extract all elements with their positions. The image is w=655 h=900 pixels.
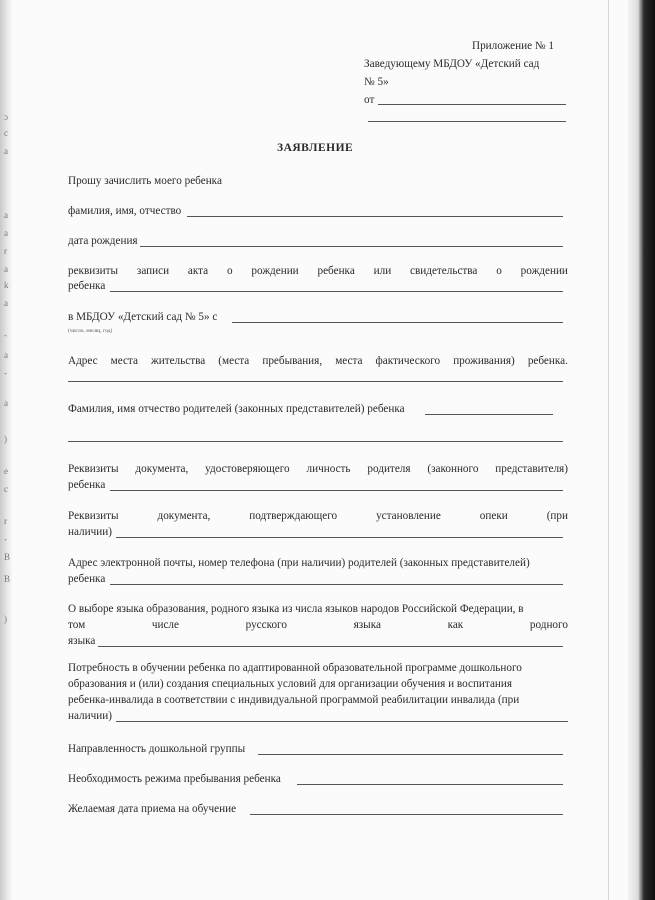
start-date-line[interactable] bbox=[250, 814, 563, 815]
birth-cert-label: реквизиты записи акта о рождении ребенка или свидетельства о рождении bbox=[68, 265, 568, 277]
scan-right-edge bbox=[628, 0, 655, 900]
margin-mark: c bbox=[4, 128, 8, 138]
adapted-line2: образования и (или) создания специальных условий для организации обучения и воспитания bbox=[68, 678, 513, 690]
parent-doc-line[interactable] bbox=[110, 490, 563, 491]
group-focus-label: Направленность дошкольной группы bbox=[68, 743, 246, 755]
margin-mark: a bbox=[4, 398, 8, 408]
parent-doc-label: Реквизиты документа, удостоверяющего личность родителя (законного представителя) bbox=[68, 463, 568, 475]
margin-mark: a bbox=[4, 210, 8, 220]
birth-date-label: дата рождения bbox=[68, 235, 138, 247]
enroll-line[interactable] bbox=[232, 322, 563, 323]
margin-mark: ) bbox=[4, 434, 7, 444]
parents-label: Фамилия, имя отчество родителей (законных представителей) ребенка bbox=[68, 403, 405, 415]
margin-mark: a bbox=[4, 228, 8, 238]
custody-label: Реквизиты документа, подтверждающего установление опеки (при bbox=[68, 510, 568, 522]
custody-line[interactable] bbox=[116, 537, 563, 538]
margin-mark: r bbox=[4, 246, 7, 256]
margin-mark: a bbox=[4, 264, 8, 274]
from-line[interactable] bbox=[378, 104, 566, 105]
margin-mark: a bbox=[4, 350, 8, 360]
address-line[interactable] bbox=[68, 381, 563, 382]
adapted-line1: Потребность в обучении ребенка по адаптированной образовательной программе дошкольного bbox=[68, 662, 522, 674]
addressee-line1: Заведующему МБДОУ «Детский сад bbox=[364, 58, 540, 70]
contacts-line[interactable] bbox=[110, 584, 563, 585]
margin-mark: a bbox=[4, 298, 8, 308]
language-line[interactable] bbox=[98, 646, 563, 647]
stay-mode-line[interactable] bbox=[297, 784, 563, 785]
margin-mark: k bbox=[4, 280, 9, 290]
margin-mark: - bbox=[4, 330, 7, 340]
birth-date-line[interactable] bbox=[140, 246, 563, 247]
parents-line[interactable] bbox=[425, 414, 553, 415]
margin-mark: B bbox=[4, 574, 11, 584]
margin-mark: r bbox=[4, 516, 7, 526]
address-label: Адрес места жительства (места пребывания, места фактического проживания) ребенка. bbox=[68, 355, 568, 367]
contacts-label: Адрес электронной почты, номер телефона (при наличии) родителей (законных представителей) bbox=[68, 557, 530, 569]
language-label: О выборе языка образования, родного языка из числа языков народов Российской Федерации, в bbox=[68, 603, 524, 615]
birth-cert-end: ребенка bbox=[68, 280, 106, 292]
margin-mark: c bbox=[4, 484, 8, 494]
from-label: от bbox=[364, 94, 375, 106]
child-name-label: фамилия, имя, отчество bbox=[68, 205, 182, 217]
adapted-line[interactable] bbox=[116, 721, 568, 722]
language-words: том числе русского языка как родного bbox=[68, 619, 568, 631]
adapted-end: наличии) bbox=[68, 710, 112, 722]
margin-mark: ɔ bbox=[4, 112, 8, 122]
custody-end: наличии) bbox=[68, 526, 112, 538]
group-focus-line[interactable] bbox=[258, 754, 563, 755]
enroll-label: в МБДОУ «Детский сад № 5» с bbox=[68, 311, 218, 323]
child-name-line[interactable] bbox=[187, 216, 563, 217]
margin-mark: e bbox=[4, 466, 8, 476]
scan-fold-line bbox=[608, 0, 609, 900]
stay-mode-label: Необходимость режима пребывания ребенка bbox=[68, 773, 281, 785]
start-date-label: Желаемая дата приема на обучение bbox=[68, 803, 237, 815]
document-title: ЗАЯВЛЕНИЕ bbox=[277, 142, 354, 154]
left-margin-marks bbox=[4, 0, 14, 900]
addressee-line2: № 5» bbox=[364, 76, 389, 88]
contacts-end: ребенка bbox=[68, 573, 106, 585]
language-end: языка bbox=[68, 635, 96, 647]
intro-text: Прошу зачислить моего ребенка bbox=[68, 175, 222, 187]
margin-mark: - bbox=[4, 368, 7, 378]
margin-mark: - bbox=[4, 534, 7, 544]
parents-line-2[interactable] bbox=[68, 441, 563, 442]
margin-mark: a bbox=[4, 146, 8, 156]
adapted-line3: ребенка-инвалида в соответствии с индивидуальной программой реабилитации инвалида (при bbox=[68, 694, 520, 706]
appendix-label: Приложение № 1 bbox=[472, 40, 554, 52]
margin-mark: B bbox=[4, 552, 11, 562]
birth-cert-line[interactable] bbox=[110, 291, 563, 292]
parent-doc-end: ребенка bbox=[68, 479, 106, 491]
enroll-hint: (число, месяц, год) bbox=[68, 328, 113, 334]
margin-mark: ) bbox=[4, 614, 7, 624]
from-line-2[interactable] bbox=[368, 121, 566, 122]
